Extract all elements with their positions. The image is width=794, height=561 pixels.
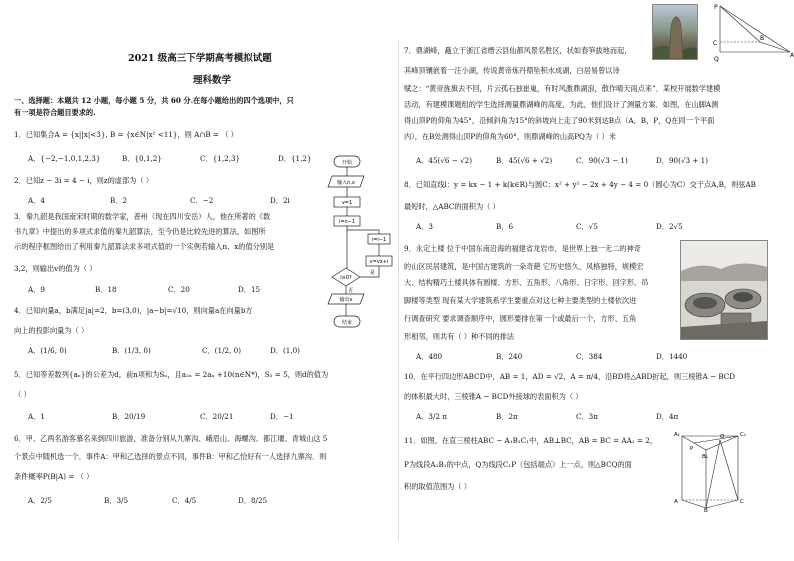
q3-line3: 示的程序框图给出了利用秦九韶算法求多项式值的一个实例若输入n、x的值分别是 [14, 242, 275, 251]
q7-line4: 活动，有建模课题组的学生选择测量鼎湖峰的高度，为此，他们设计了测量方案．如图，在山脚A测 [404, 100, 719, 109]
q4-option-b: B．(1/3, 0) [112, 346, 151, 355]
q10-option-d: D．4π [656, 412, 679, 421]
q1-option-c: C．{1,2,3} [200, 154, 241, 163]
q3-line4: 3,2，则输出v的值为（ ） [14, 264, 97, 273]
q2-option-c: C．−2 [190, 196, 214, 205]
fig7-label-c: C [713, 40, 718, 47]
q4-option-d: D．(1,0) [270, 346, 300, 355]
q9-line3: 大、结构精巧土楼具体有圆楼、方形、五角形、八角形、日字形、回字形、吊 [404, 278, 649, 287]
q4-line1: 4．已知向量a，b满足|a|=2，b=(3,0)，|a−b|=√10，则向量a在向量b方 [14, 306, 253, 315]
q9-line4: 脚楼等类型 现有某大学建筑系学生要重点对这七种主要类型的土楼依次进 [404, 296, 637, 305]
flow-start-label: 开始 [341, 160, 353, 166]
tulou-photo [680, 240, 768, 340]
subject-title: 理科数学 [193, 75, 232, 86]
q9-line1: 9．永定土楼 位于中国东南沿海的福建省龙岩市，是世界上独一无二的神奇 [404, 244, 641, 253]
flow-end-label: 结束 [341, 320, 353, 326]
q7-option-d: D．90(√3 + 1) [656, 156, 709, 165]
q5-option-a: A．1 [28, 412, 45, 421]
q6-line3: 条件概率P(B|A) = （ ） [14, 472, 94, 481]
flow-input-label: 输入n,x [337, 180, 355, 186]
fig7-label-b: B [760, 35, 765, 42]
q7-line2: 其峰顶镶嵌着一汪小湖，传说黄帝炼丹鼎坠积水成湖，白居易曾以诗 [404, 66, 620, 75]
q8-line2: 最短时，△ABC的面积为（ ） [404, 202, 500, 211]
q6-option-d: D．8/25 [238, 496, 268, 505]
section-heading-cont: 有一项是符合题目要求的. [14, 108, 96, 117]
column-divider [398, 40, 399, 540]
q3-option-a: A．9 [28, 285, 45, 294]
fig11-label-a: A [674, 499, 678, 505]
q3-line1: 3．秦九韶是我国南宋时期的数学家，普州（现在四川安岳）人，他在所著的《数 [14, 212, 271, 221]
fig7-label-a: A [790, 52, 794, 59]
q7-line3: 赋之：“黄帝旌旗去不回，片云孤石独崔嵬，有时风激鼎湖浪，散作晴天雨点来”．某校开展数学建模 [404, 84, 721, 93]
q8-line1: 8．已知直线l：y = kx − 1 + k(k∈R)与圆C：x² + y² − 2x + 4y − 4 = 0（圆心为C）交于点A,B，则弦AB [404, 180, 756, 189]
q5-option-c: C．20/21 [200, 412, 234, 421]
q3-line2: 书九章》中提出的多项式求值的秦九韶算法，至今仍是比较先进的算法，如图所 [14, 227, 266, 236]
q9-option-d: D．1440 [656, 352, 688, 361]
q7-option-c: C．90(√3 − 1) [576, 156, 628, 165]
q8-option-a: A．3 [416, 222, 433, 231]
q8-option-b: B．6 [496, 222, 514, 231]
q1-option-b: B．{0,1,2} [122, 154, 162, 163]
q7-line6: 内），在B处测得山顶P的仰角为60°，则鼎湖峰的山高PQ为（ ）米 [404, 132, 616, 141]
q4-option-a: A．(1/6, 0) [28, 346, 67, 355]
q3-option-b: B．18 [95, 285, 117, 294]
q2-option-a: A．4 [28, 196, 45, 205]
q5-line2: （ ） [14, 390, 31, 399]
mountain-photo [652, 4, 698, 60]
flow-no-label: 否 [348, 288, 354, 294]
fig11-label-q: Q [720, 434, 725, 440]
q10-line2: 的体积最大时，三棱锥A − BCD外接球的表面积为（ ） [404, 392, 583, 401]
q3-option-d: D．15 [238, 285, 261, 294]
q7-option-a: A．45(√6 − √2) [416, 156, 473, 165]
q11-prism-figure [672, 428, 752, 512]
flowchart-diagram [320, 150, 394, 332]
fig11-label-b: B [704, 508, 708, 512]
q10-option-a: A．3/2 π [416, 412, 447, 421]
q1-option-a: A．{−2,−1,0,1,2,3} [28, 154, 101, 163]
q9-option-a: A．480 [416, 352, 443, 361]
q5-option-b: B．20/19 [112, 412, 146, 421]
fig11-label-b1: B₁ [702, 454, 708, 460]
flow-v1-label: v=1 [341, 200, 353, 206]
q6-option-b: B．3/5 [104, 496, 129, 505]
q9-option-b: B．240 [496, 352, 523, 361]
flow-decision-label: i≥0? [340, 275, 352, 281]
fig11-label-p: P [690, 446, 694, 452]
q7-line5: 得山顶P的仰角为45°，沿倾斜角为15°的斜坡向上走了90米到达B点（A，B，P，Q在同一个平面 [404, 116, 715, 125]
q9-line6: 形相邻，则共有（ ）种不同的排法 [404, 332, 515, 341]
q7-line1: 7．鼎湖峰，矗立于浙江省缙云县仙都风景名胜区，状如春笋拔地而起， [404, 46, 632, 55]
q8-option-c: C．√5 [576, 222, 598, 231]
q8-option-d: D．2√5 [656, 222, 683, 231]
flow-yes-label: 是 [370, 270, 376, 276]
q9-option-c: C．384 [576, 352, 603, 361]
flow-i-label: i=n−1 [338, 219, 356, 225]
q5-option-d: D．−1 [270, 412, 294, 421]
q2-option-d: D．2i [270, 196, 290, 205]
q10-option-b: B．2π [496, 412, 518, 421]
q6-option-c: C．4/5 [172, 496, 197, 505]
q6-line2: 个景点中随机选一个．事件A：甲和乙选择的景点不同，事件B：甲和乙恰好有一人选择九寨沟．则 [14, 452, 327, 461]
exam-title: 2021 级高三下学期高考模拟试题 [128, 53, 272, 64]
q9-line5: 行调查研究 要求调查顺序中，圆形要排在第一个或最后一个，方形、五角 [404, 314, 637, 323]
q7-geometry-figure [710, 2, 794, 64]
q3-option-c: C．20 [168, 285, 190, 294]
q9-line2: 的山区民居建筑，是中国古建筑的一朵奇葩 它历史悠久、风格独特，规模宏 [404, 262, 644, 271]
q6-line1: 6．甲、乙两名游客慕名来到四川旅游，准备分别从九寨沟、峨眉山、海螺沟、都江堰、青城山这 5 [14, 434, 328, 443]
section-heading: 一、选择题：本题共 12 小题，每小题 5 分，共 60 分.在每小题给出的四个选项中，只 [14, 96, 294, 105]
flow-update-i-label: i=i−1 [371, 237, 387, 243]
fig7-label-p: P [714, 4, 718, 11]
fig11-label-a1: A₁ [674, 432, 680, 438]
fig7-label-q: Q [714, 56, 719, 63]
q10-line1: 10．在平行四边形ABCD中，AB = 1，AD = √2，A = π/4，沿BD将△ABD折起，则三棱锥A − BCD [404, 372, 736, 381]
fig11-label-c: C [740, 499, 744, 505]
q11-line2: P为线段A₁B₁的中点，Q为线段C₁P（包括端点）上一点，则△BCQ的面 [404, 460, 632, 469]
flow-update-v-label: v=vx+i [369, 259, 389, 265]
q2-text: 2．已知z − 3i = 4 − i，则z的虚部为（ ） [14, 176, 154, 185]
fig11-label-c1: C₁ [740, 432, 747, 438]
q1-option-d: D．{1,2} [278, 154, 312, 163]
q4-line2: 向上的投影向量为（ ） [14, 326, 89, 335]
q11-line1: 11．如图，在直三棱柱ABC − A₁B₁C₁中，AB⊥BC，AB = BC = AA₁ = 2， [404, 436, 658, 445]
q6-option-a: A．2/5 [28, 496, 52, 505]
q2-option-b: B．2 [110, 196, 128, 205]
q1-text: 1．已知集合A = {x||x|<3}, B = {x∈N|x² <11}，则 A∩B = （ ） [14, 130, 238, 139]
q4-option-c: C．(1/2, 0) [202, 346, 242, 355]
flow-output-label: 输出v [339, 297, 353, 303]
q5-line1: 5．已知等差数列{aₙ}的公差为d，前n项和为Sₙ，且a₂ₙ = 2aₙ +10(n∈N*)，S₃ = 5，则d的值为 [14, 370, 329, 379]
q7-option-b: B．45(√6 + √2) [496, 156, 553, 165]
q10-option-c: C．3π [576, 412, 598, 421]
q11-line3: 积的取值范围为（ ） [404, 482, 471, 491]
